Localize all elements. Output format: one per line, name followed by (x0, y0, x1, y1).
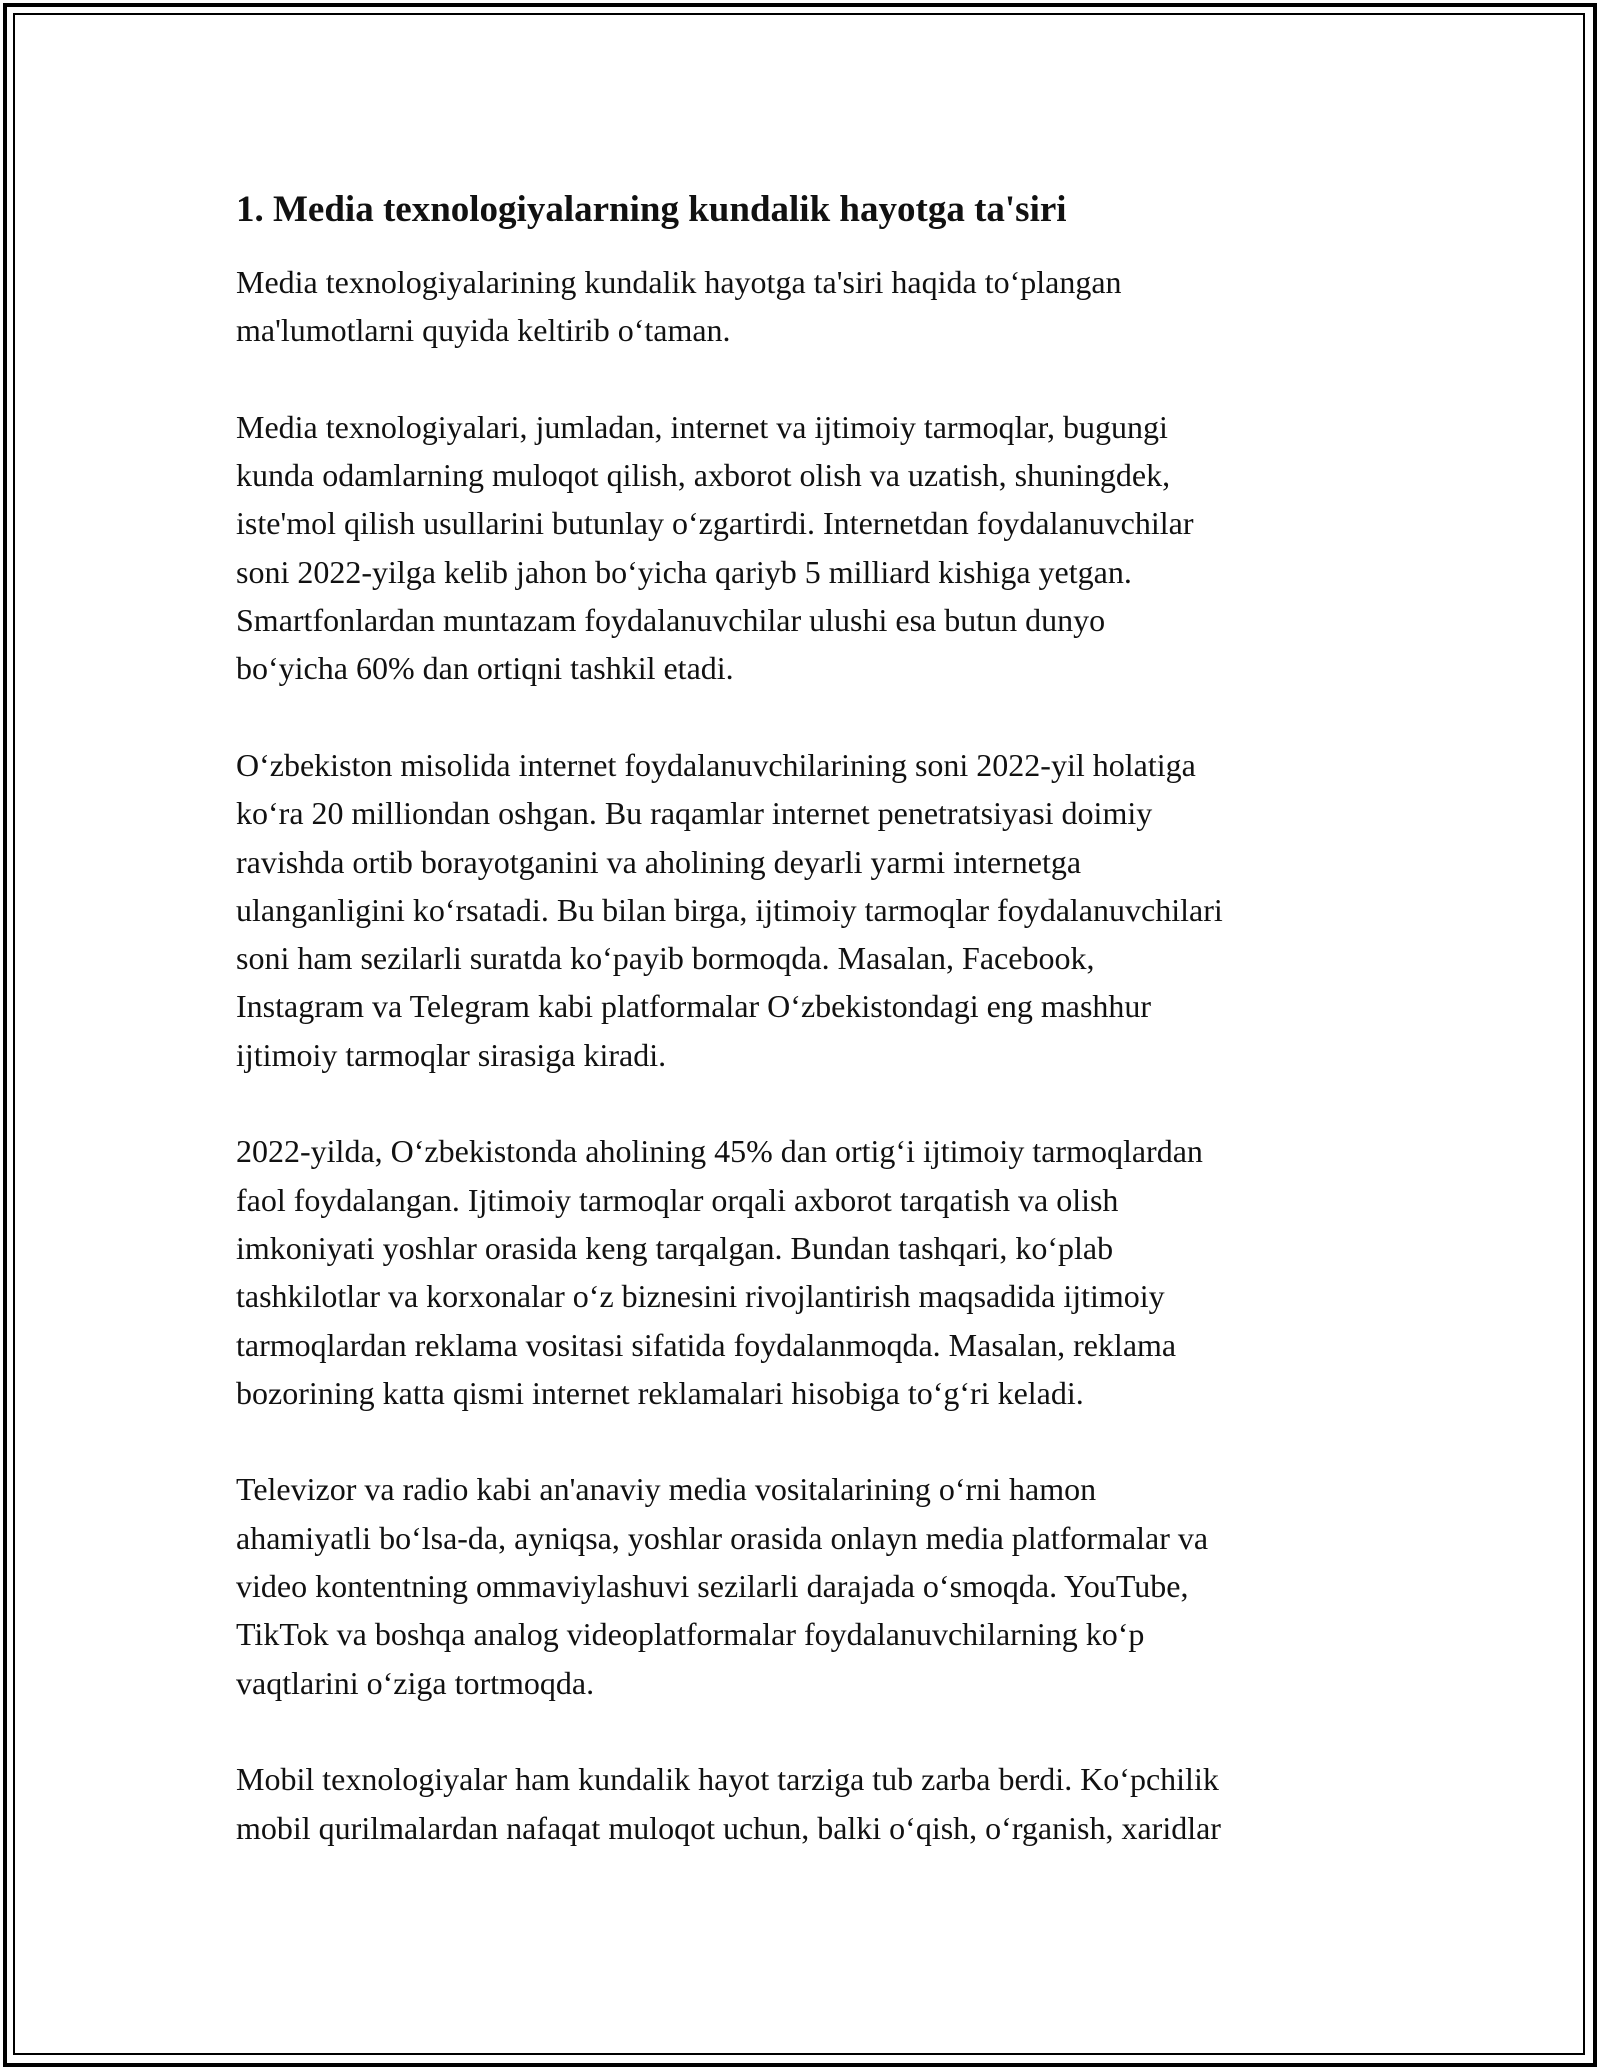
paragraph-intro: Media texnologiyalarining kundalik hayotga ta'siri haqida to‘plangan ma'lumotlarni quyida keltirib o‘taman. (236, 264, 1122, 349)
paragraph-traditional-media: Televizor va radio kabi an'anaviy media vositalarining o‘rni hamon ahamiyatli bo‘lsa-da, ayniqsa, yoshlar orasida onlayn media platformalar va video kontentning ommaviylashuvi sezilarli darajada o‘smoqda. YouTube, TikTok va boshqa analog videoplatformalar foydalanuvchilarning ko‘p vaqtlarini o‘ziga tortmoqda. (236, 1471, 1209, 1701)
paragraph-mobile-tech: Mobil texnologiyalar ham kundalik hayot tarziga tub zarba berdi. Ko‘pchilik mobil qurilmalardan nafaqat muloqot uchun, balki o‘qish, o‘rganish, xaridlar (236, 1761, 1221, 1846)
document-body (236, 186, 1376, 1900)
paragraph-social-media: 2022-yilda, O‘zbekistonda aholining 45% dan ortig‘i ijtimoiy tarmoqlardan faol foydalangan. Ijtimoiy tarmoqlar orqali axborot tarqatish va olish imkoniyati yoshlar orasida keng tarqalgan. Bundan tashqari, ko‘plab tashkilotlar va korxonalar o‘z biznesini rivojlantirish maqsadida ijtimoiy tarmoqlardan reklama vositasi sifatida foydalanmoqda. Masalan, reklama bozorining katta qismi internet reklamalari hisobiga to‘g‘ri keladi. (236, 1133, 1203, 1411)
section-heading: 1. Media texnologiyalarning kundalik hayotga ta'siri (236, 189, 1067, 230)
paragraph-global-stats: Media texnologiyalari, jumladan, internet va ijtimoiy tarmoqlar, bugungi kunda odamlarning muloqot qilish, axborot olish va uzatish, shuningdek, iste'mol qilish usullarini butunlay o‘zgartirdi. Internetdan foydalanuvchilar soni 2022-yilga kelib jahon bo‘yicha qariyb 5 milliard kishiga yetgan. Smartfonlardan muntazam foydalanuvchilar ulushi esa butun dunyo bo‘yicha 60% dan ortiqni tashkil etadi. (236, 408, 1194, 687)
paragraph-uzbekistan-internet: O‘zbekiston misolida internet foydalanuvchilarining soni 2022-yil holatiga ko‘ra 20 milliondan oshgan. Bu raqamlar internet penetratsiyasi doimiy ravishda ortib borayotganini va aholining deyarli yarmi internetga ulanganligini ko‘rsatadi. Bu bilan birga, ijtimoiy tarmoqlar foydalanuvchilari soni ham sezilarli suratda ko‘payib bormoqda. Masalan, Facebook, Instagram va Telegram kabi platformalar O‘zbekistondagi eng mashhur ijtimoiy tarmoqlar sirasiga kiradi. (236, 746, 1223, 1073)
